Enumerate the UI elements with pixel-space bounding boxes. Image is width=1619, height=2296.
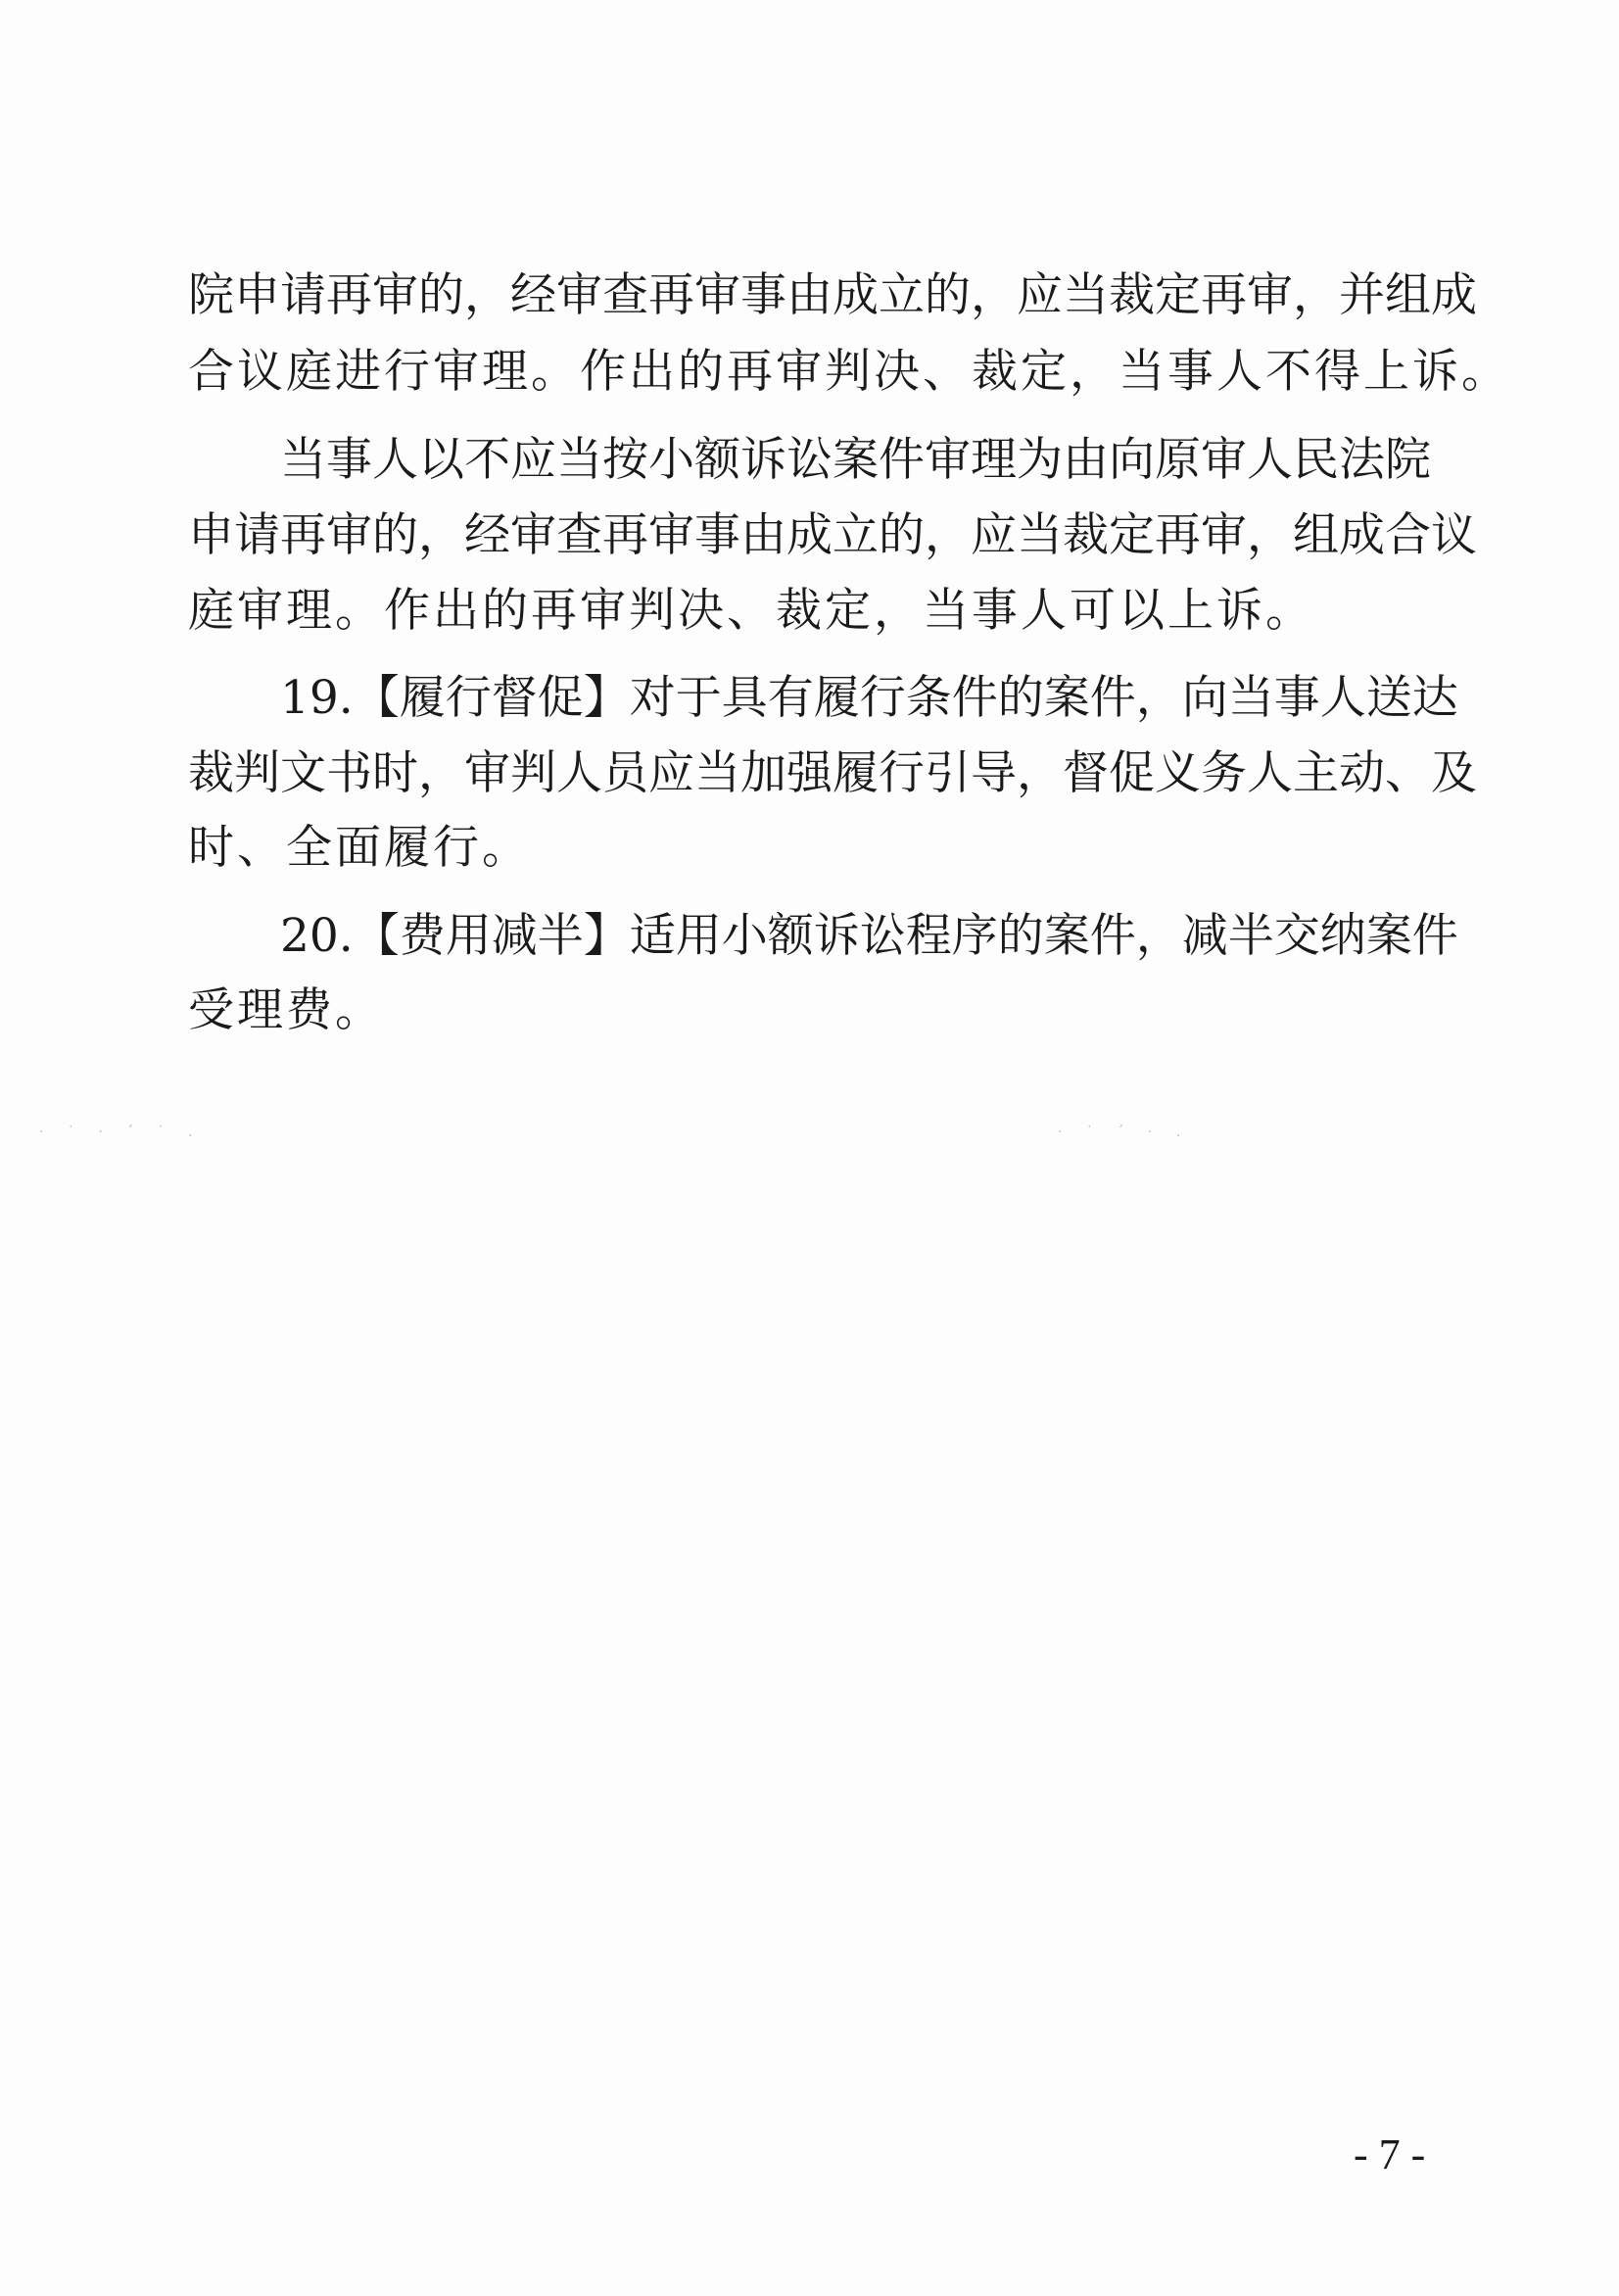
text-line: 申请再审的，经审查再审事由成立的，应当裁定再审，组成合议: [188, 508, 1477, 562]
text-line: 裁判文书时，审判人员应当加强履行引导，督促义务人主动、及: [188, 746, 1477, 800]
text-line: 院申请再审的，经审查再审事由成立的，应当裁定再审，并组成: [188, 268, 1477, 322]
clause-19-heading-line: 19.【履行督促】对于具有履行条件的案件，向当事人送达: [280, 671, 1458, 725]
text-line: 受理费。: [188, 983, 384, 1037]
page-number: - 7 -: [1354, 2130, 1426, 2178]
scan-artifact: · ˙ · ´ ˙ .: [39, 1124, 203, 1140]
text-line: 合议庭进行审理。作出的再审判决、裁定，当事人不得上诉。: [188, 345, 1510, 399]
paragraph-first-line: 当事人以不应当按小额诉讼案件审理为由向原审人民法院: [280, 433, 1431, 487]
text-line: 时、全面履行。: [188, 821, 531, 875]
text-line: 庭审理。作出的再审判决、裁定，当事人可以上诉。: [188, 584, 1314, 638]
clause-20-heading-line: 20.【费用减半】适用小额诉讼程序的案件，减半交纳案件: [280, 909, 1458, 963]
scan-artifact: · ˙ ´ · .: [1058, 1124, 1191, 1140]
